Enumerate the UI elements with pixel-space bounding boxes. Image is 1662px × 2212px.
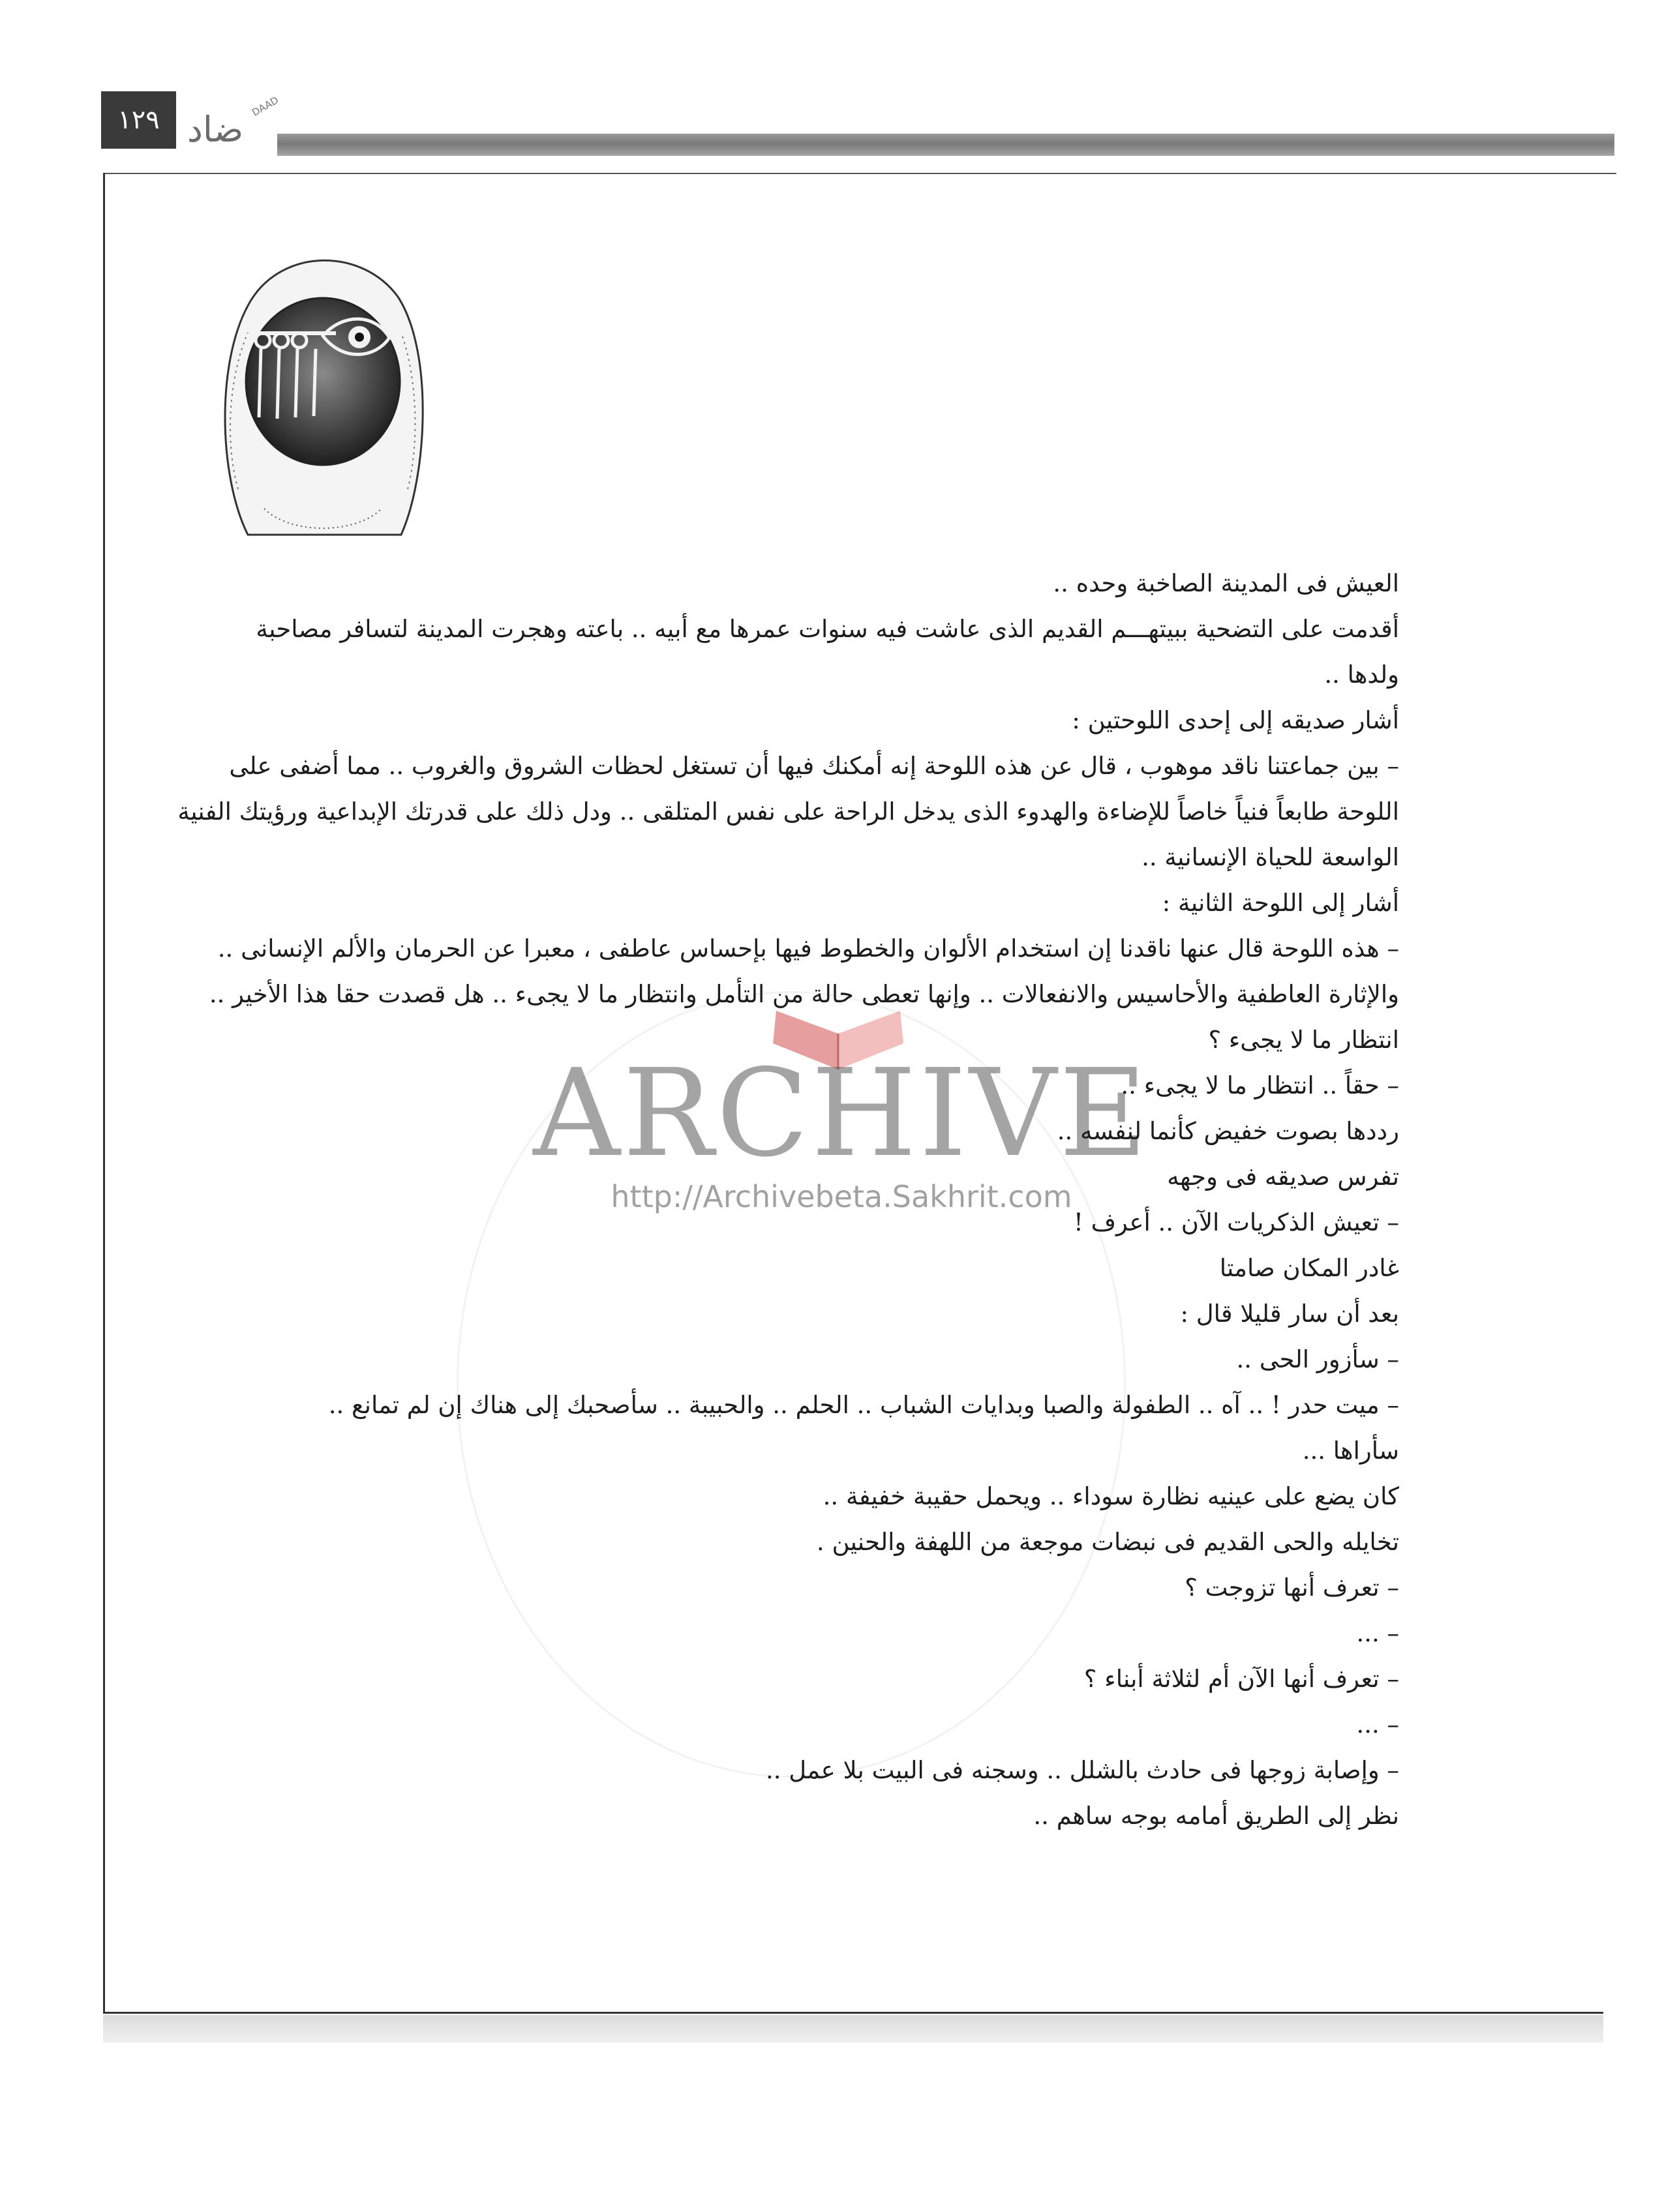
text-line: غادر المكان صامتا: [1219, 1254, 1399, 1282]
logo-arabic-text: ضاد: [187, 109, 244, 150]
text-line: تخايله والحى القديم فى نبضات موجعة من اللهفة والحنين .: [816, 1528, 1399, 1556]
page-number: ١٢٩: [101, 91, 176, 149]
text-line: تفرس صديقه فى وجهه: [1167, 1163, 1399, 1191]
text-line: – سأزور الحى ..: [1236, 1345, 1399, 1373]
text-line: – حقاً .. انتظار ما لا يجىء ..: [1121, 1071, 1399, 1099]
text-line: – بين جماعتنا ناقد موهوب ، قال عن هذه اللوحة إنه أمكنك فيها أن تستغل لحظات الشروق والغروب .. مما أضفى على: [229, 752, 1399, 780]
text-line: أقدمت على التضحية ببيتهـــم القديم الذى عاشت فيه سنوات عمرها مع أبيه .. باعته وهجرت المدينة لتسافر مصاحبة: [256, 615, 1399, 643]
frame-bottom-rule: [103, 2012, 1603, 2014]
logo-latin-text: DAAD: [250, 94, 281, 119]
text-line: – ...: [1356, 1711, 1399, 1739]
text-line: – هذه اللوحة قال عنها ناقدنا إن استخدام الألوان والخطوط فيها بإحساس عاطفى ، معبرا عن الحرمان والألم الإنسانى ..: [217, 934, 1399, 963]
text-line: – تعرف أنها تزوجت ؟: [1185, 1574, 1399, 1602]
text-line: ولدها ..: [1324, 661, 1399, 689]
story-text: [160, 561, 1399, 1839]
text-line: – تعرف أنها الآن أم لثلاثة أبناء ؟: [1083, 1665, 1399, 1693]
text-line: اللوحة طابعاً فنياً خاصاً للإضاءة والهدوء الذى يدخل الراحة على نفس المتلقى .. ودل ذلك على قدرتك الإبداعية ورؤيتك الفنية: [177, 798, 1399, 826]
text-line: كان يضع على عينيه نظارة سوداء .. ويحمل حقيبة خفيفة ..: [823, 1482, 1399, 1510]
magazine-logo: [179, 94, 281, 155]
frame-top-rule: [103, 173, 1616, 174]
text-line: – ميت حدر ! .. آه .. الطفولة والصبا وبدايات الشباب .. الحلم .. والحبيبة .. سأصحبك إلى هناك إن لم تمانع ..: [328, 1391, 1399, 1419]
text-line: – تعيش الذكريات الآن .. أعرف !: [1073, 1208, 1399, 1236]
header-bar: [277, 134, 1614, 156]
text-line: الواسعة للحياة الإنسانية ..: [1141, 843, 1399, 871]
text-line: العيش فى المدينة الصاخبة وحده ..: [1053, 569, 1399, 597]
watermark-url: http://Archivebeta.Sakhrit.com: [611, 1179, 1072, 1214]
text-line: نظر إلى الطريق أمامه بوجه ساهم ..: [1033, 1802, 1399, 1830]
text-line: بعد أن سار قليلا قال :: [1180, 1300, 1399, 1328]
watermark-title: ARCHIVE: [533, 1043, 1150, 1184]
text-line: – ...: [1356, 1619, 1399, 1647]
text-line: انتظار ما لا يجىء ؟: [1208, 1026, 1399, 1054]
text-line: سأراها ...: [1302, 1437, 1399, 1465]
text-line: أشار إلى اللوحة الثانية :: [1162, 889, 1399, 917]
footer-band: [103, 2015, 1603, 2042]
text-line: والإثارة العاطفية والأحاسيس والانفعالات .. وإنها تعطى حالة من التأمل وانتظار ما لا يجىء .. هل قصدت حقا هذا الأخير ..: [209, 980, 1399, 1008]
text-line: أشار صديقه إلى إحدى اللوحتين :: [1072, 706, 1399, 734]
frame-left-rule: [103, 173, 105, 2012]
text-line: رددها بصوت خفيض كأنما لنفسه ..: [1057, 1117, 1399, 1145]
eye-illustration: [212, 228, 434, 554]
text-line: – وإصابة زوجها فى حادث بالشلل .. وسجنه فى البيت بلا عمل ..: [765, 1756, 1399, 1784]
